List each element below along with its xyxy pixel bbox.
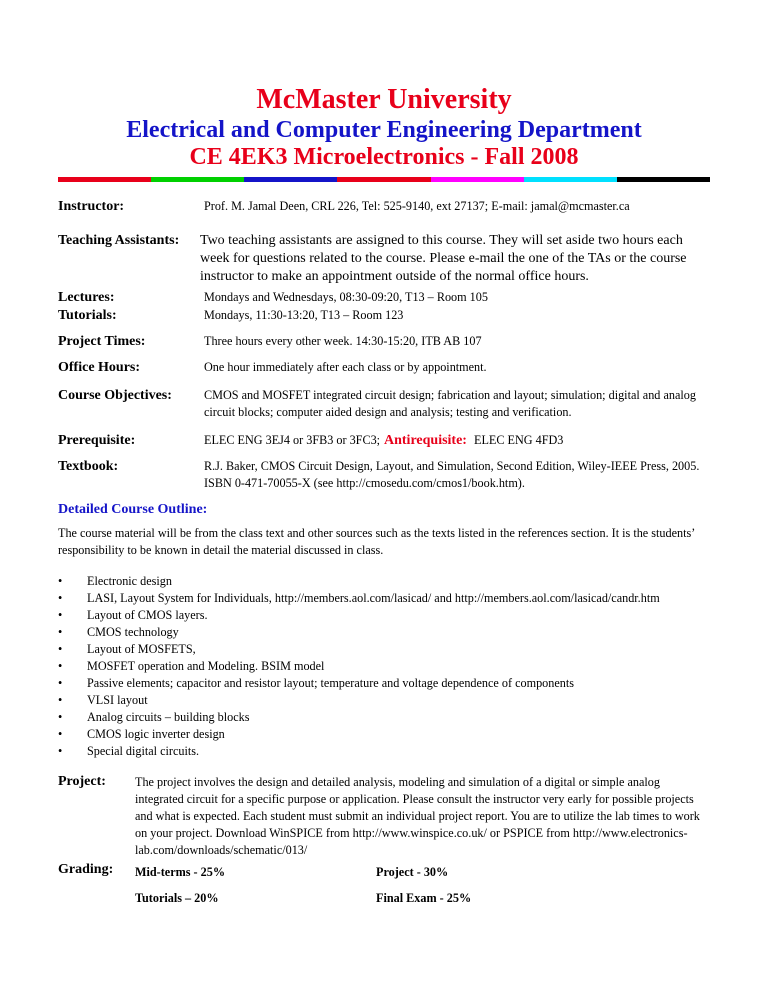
project-label: Project: [58, 774, 106, 789]
color-segment [58, 177, 151, 182]
grade-final-exam: Final Exam - 25% [376, 891, 472, 905]
antirequisite-label: Antirequisite: [384, 433, 467, 448]
course-outline-intro: The course material will be from the class text and other sources such as the texts listed in the references section. It is the students’ responsibility to be known in detail the material discussed in class. [58, 526, 695, 557]
instructor-label: Instructor: [58, 199, 125, 214]
bullet-icon: • [58, 659, 63, 673]
course-title: CE 4EK3 Microelectronics - Fall 2008 [189, 144, 579, 170]
bullet-icon: • [58, 676, 63, 690]
color-segment [151, 177, 244, 182]
list-item: • Layout of MOSFETS, [58, 642, 196, 656]
antirequisite-value: ELEC ENG 4FD3 [474, 433, 564, 447]
list-item: • Special digital circuits. [58, 744, 200, 758]
course-outline-list [58, 573, 660, 760]
list-item: • Layout of CMOS layers. [58, 608, 208, 622]
bullet-icon: • [58, 574, 63, 588]
university-title: McMaster University [256, 84, 512, 115]
color-divider-bar [58, 177, 710, 182]
bullet-icon: • [58, 710, 63, 724]
grade-midterms: Mid-terms - 25% [135, 865, 226, 879]
objectives-label: Course Objectives: [58, 388, 172, 403]
bullet-icon: • [58, 693, 63, 707]
antirequisite [384, 432, 563, 449]
course-outline-heading: Detailed Course Outline: [58, 502, 208, 517]
color-segment [617, 177, 710, 182]
list-item: • CMOS logic inverter design [58, 727, 225, 741]
list-item: • CMOS technology [58, 625, 179, 639]
project-times-label: Project Times: [58, 334, 146, 349]
list-item: • VLSI layout [58, 693, 148, 707]
textbook-value: R.J. Baker, CMOS Circuit Design, Layout, and Simulation, Second Edition, Wiley-IEEE Press, 2005. ISBN 0-471-70055-X (see http://cmosedu.com/cmos1/book.htm). [204, 459, 700, 490]
office-hours-label: Office Hours: [58, 360, 141, 375]
tutorials-label: Tutorials: [58, 308, 117, 323]
instructor-value: Prof. M. Jamal Deen, CRL 226, Tel: 525-9140, ext 27137; E-mail: jamal@mcmaster.ca [204, 199, 630, 213]
grading-label: Grading: [58, 862, 114, 877]
color-segment [337, 177, 430, 182]
bullet-icon: • [58, 642, 63, 656]
list-item: • Analog circuits – building blocks [58, 710, 250, 724]
teaching-assistants-label: Teaching Assistants: [58, 233, 180, 248]
prerequisite-label: Prerequisite: [58, 433, 136, 448]
project-times-value: Three hours every other week. 14:30-15:20, ITB AB 107 [204, 334, 482, 348]
lectures-value: Mondays and Wednesdays, 08:30-09:20, T13 – Room 105 [204, 290, 488, 304]
color-segment [524, 177, 617, 182]
color-segment [431, 177, 524, 182]
lectures-label: Lectures: [58, 290, 115, 305]
department-title: Electrical and Computer Engineering Department [126, 117, 642, 143]
list-item: • MOSFET operation and Modeling. BSIM model [58, 659, 325, 673]
list-item: • Electronic design [58, 574, 172, 588]
project-description: The project involves the design and detailed analysis, modeling and simulation of a digital or simple analog integrated circuit for a specific purpose or application. Please consult the instructor very early for possible projects and what is expected. Each student must submit an individual project report. You are to utilize the lab times to work on your project. Download WinSPICE from http://www.winspice.co.uk/ or PSPICE from http://www.electronics- lab.com/downloads/schematic/013/ [135, 775, 700, 857]
grade-tutorials: Tutorials – 20% [135, 891, 219, 905]
bullet-icon: • [58, 608, 63, 622]
grade-project: Project - 30% [376, 865, 449, 879]
objectives-value: CMOS and MOSFET integrated circuit design; fabrication and layout; simulation; digital and analog circuit blocks; computer aided design and analysis; testing and verification. [204, 388, 696, 419]
bullet-icon: • [58, 727, 63, 741]
textbook-label: Textbook: [58, 459, 119, 474]
prerequisite-value: ELEC ENG 3EJ4 or 3FB3 or 3FC3; [204, 433, 381, 447]
bullet-icon: • [58, 591, 63, 605]
bullet-icon: • [58, 625, 63, 639]
office-hours-value: One hour immediately after each class or by appointment. [204, 360, 487, 374]
teaching-assistants-value: Two teaching assistants are assigned to this course. They will set aside two hours each week for questions related to the course. Please e-mail the one of the TAs or the course instructor to make an appointment outside of the normal office hours. [200, 233, 687, 284]
color-segment [244, 177, 337, 182]
list-item: • LASI, Layout System for Individuals, http://members.aol.com/lasicad/ and http://members.aol.com/lasicad/candr.htm [58, 591, 660, 605]
bullet-icon: • [58, 744, 63, 758]
tutorials-value: Mondays, 11:30-13:20, T13 – Room 123 [204, 308, 404, 322]
list-item: • Passive elements; capacitor and resistor layout; temperature and voltage dependence of components [58, 676, 574, 690]
